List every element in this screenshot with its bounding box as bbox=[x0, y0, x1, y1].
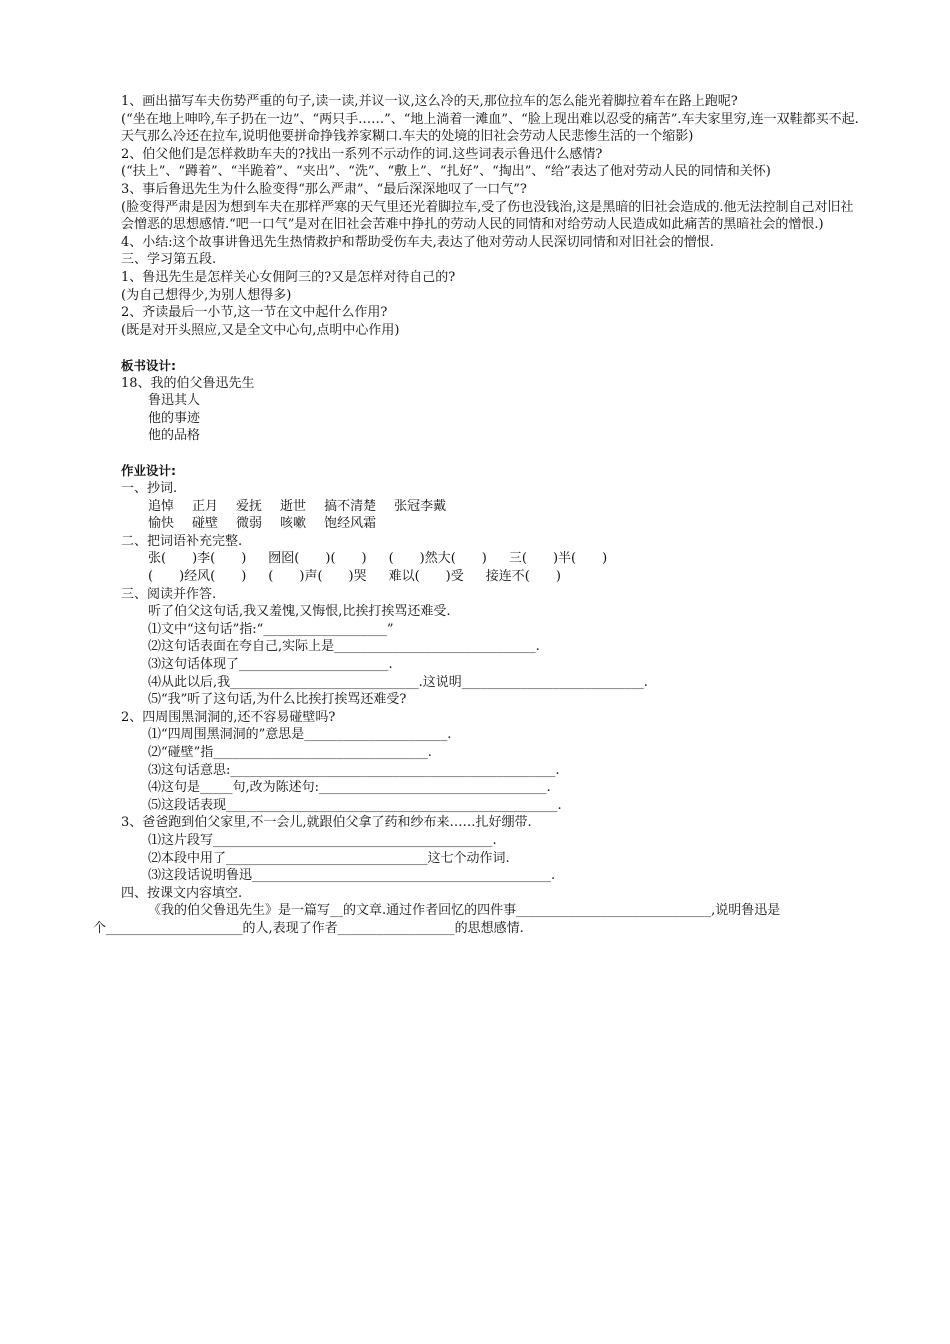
fill-word: ( )声( )哭 bbox=[268, 569, 367, 585]
fill-word: 张( )李( ) bbox=[148, 551, 247, 567]
answer-2: (“扶上”、“蹲着”、“半跪着”、“夹出”、“洗”、“敷上”、“扎好”、“掏出”、“给”表达了他对劳动人民的同情和关怀) bbox=[121, 164, 771, 180]
board-item: 他的品格 bbox=[148, 428, 201, 444]
question-1: 1、画出描写车夫伤势严重的句子,读一读,并议一议,这么冷的天,那位拉车的怎么能光着脚拉着车在路上跑呢? bbox=[121, 94, 738, 109]
fill-word: 囫囵( )( ) bbox=[268, 551, 367, 567]
fill-word: 难以( )受 bbox=[388, 569, 464, 585]
reading-question: ⑶这句话体现了_______________________. bbox=[148, 657, 393, 672]
question-3: 3、事后鲁迅先生为什么脸变得“那么严肃”、“最后深深地叹了一口气”? bbox=[121, 181, 527, 197]
fill-words-row-2 bbox=[93, 568, 861, 586]
copy-word: 搞不清楚 bbox=[324, 498, 377, 514]
question-4-summary: 4、小结:这个故事讲鲁迅先生热情救护和帮助受伤车夫,表达了他对劳动人民深切同情和对旧社会的憎恨. bbox=[121, 234, 714, 250]
copy-word: 逝世 bbox=[280, 498, 307, 514]
copy-word: 追悼 bbox=[148, 498, 175, 514]
document-body bbox=[93, 93, 861, 938]
fill-word: ( )经风( ) bbox=[148, 569, 247, 585]
section-3-answer-1: (为自己想得少,为别人想得多) bbox=[121, 287, 292, 303]
copy-word: 碰壁 bbox=[192, 516, 219, 532]
reading-question: ⑷从此以后,我_____________________________.这说明____________________________. bbox=[148, 674, 648, 690]
homework-1-heading: 一、抄词. bbox=[121, 481, 178, 497]
reading-passage-2: 2、四周围黑洞洞的,还不容易碰壁吗? bbox=[121, 709, 336, 725]
reading-question: ⑵本段中用了_______________________________这七个动作词. bbox=[148, 850, 510, 866]
reading-question: ⑵“碰壁”指_________________________________. bbox=[148, 744, 432, 760]
reading-question: ⑸这段话表现___________________________________________________. bbox=[148, 797, 562, 813]
homework-design-title: 作业设计: bbox=[121, 463, 176, 479]
copy-word: 愉快 bbox=[148, 516, 175, 532]
reading-question: ⑴这片段写___________________________________________. bbox=[148, 832, 497, 848]
reading-question: ⑸“我”听了这句话,为什么比挨打挨骂还难受? bbox=[148, 692, 407, 708]
board-item: 他的事迹 bbox=[148, 410, 201, 426]
reading-passage: 听了伯父这句话,我又羞愧,又悔恨,比挨打挨骂还难受. bbox=[148, 604, 451, 620]
copy-words-row-2 bbox=[93, 515, 861, 533]
fill-word: 接连不( ) bbox=[485, 569, 561, 585]
board-item: 鲁迅其人 bbox=[148, 393, 201, 409]
section-3-question-1: 1、鲁迅先生是怎样关心女佣阿三的?又是怎样对待自己的? bbox=[121, 269, 456, 285]
reading-question: ⑵这句话表面在夸自己,实际上是_______________________________. bbox=[148, 639, 540, 655]
section-3-question-2: 2、齐读最后一小节,这一节在文中起什么作用? bbox=[121, 305, 388, 321]
copy-word: 饱经风霜 bbox=[324, 516, 377, 532]
reading-question: ⑶这句话意思:__________________________________________________. bbox=[148, 762, 560, 778]
question-2: 2、伯父他们是怎样救助车夫的?找出一系列不示动作的词.这些词表示鲁迅什么感情? bbox=[121, 146, 603, 162]
copy-word: 正月 bbox=[192, 498, 219, 514]
copy-word: 爱抚 bbox=[236, 498, 263, 514]
homework-4-line-2: 个_____________________的人,表现了作者__________________的思想感情. bbox=[93, 920, 524, 936]
fill-words-row-1 bbox=[93, 550, 861, 568]
reading-question: ⑶这段话说明鲁迅______________________________________________. bbox=[148, 868, 556, 884]
reading-question: ⑴“四周围黑洞洞的”意思是______________________. bbox=[148, 727, 452, 743]
copy-word: 咳嗽 bbox=[280, 516, 307, 532]
homework-3-heading: 三、阅读并作答. bbox=[121, 586, 217, 602]
section-3-heading: 三、学习第五段. bbox=[121, 252, 217, 268]
answer-1: (“坐在地上呻吟,车子扔在一边”、“两只手……”、“地上淌着一滩血”、“脸上现出难以忍受的痛苦”.车夫家里穷,连一双鞋都买不起.天气那么冷还在拉车,说明他要拼命挣钱养家糊口.车夫的处境的旧社会劳动人民悲惨生活的一个缩影) bbox=[121, 111, 859, 145]
copy-words-row-1 bbox=[93, 498, 861, 516]
reading-passage-3: 3、爸爸跑到伯父家里,不一会儿,就跟伯父拿了药和纱布来……扎好绷带. bbox=[121, 815, 532, 831]
section-3-answer-2: (既是对开头照应,又是全文中心句,点明中心作用) bbox=[121, 322, 400, 338]
copy-word: 张冠李戴 bbox=[394, 498, 447, 514]
answer-3: (脸变得严肃是因为想到车夫在那样严寒的天气里还光着脚拉车,受了伤也没钱治,这是黑暗的旧社会造成的.他无法控制自己对旧社会憎恶的思想感情.“吧一口气”是对在旧社会苦难中挣扎的劳动人民的同情和对给劳动人民造成如此痛苦的黑暗社会的憎恨.) bbox=[121, 199, 854, 233]
reading-question: ⑷这句是_____句,改为陈述句:___________________________________. bbox=[148, 780, 551, 796]
board-design-title: 板书设计: bbox=[121, 357, 176, 373]
board-lesson-title: 18、我的伯父鲁迅先生 bbox=[121, 375, 255, 391]
homework-4-line-1: 《我的伯父鲁迅先生》是一篇写__的文章.通过作者回忆的四件事______________________________,说明鲁迅是 bbox=[148, 903, 781, 919]
reading-question: ⑴文中“这句话”指:“___________________” bbox=[148, 621, 394, 637]
fill-word: 三( )半( ) bbox=[508, 551, 608, 567]
copy-word: 微弱 bbox=[236, 516, 263, 532]
homework-4-heading: 四、按课文内容填空. bbox=[121, 885, 243, 901]
homework-2-heading: 二、把词语补充完整. bbox=[121, 533, 243, 549]
fill-word: ( )然大( ) bbox=[388, 551, 487, 567]
